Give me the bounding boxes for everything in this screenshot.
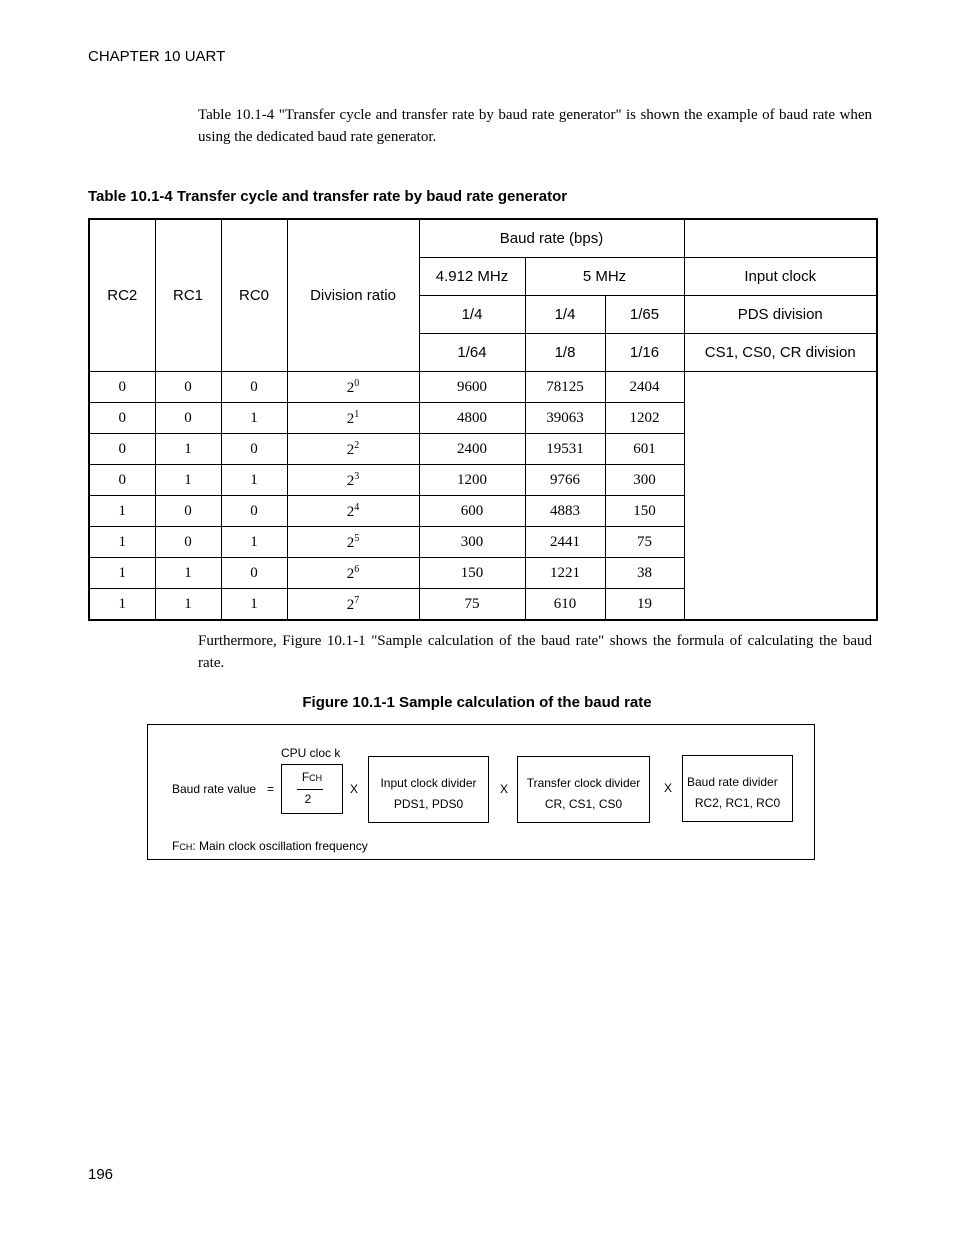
header-rc2: RC2: [89, 219, 155, 372]
footnote-text: : Main clock oscillation frequency: [192, 839, 368, 853]
cell-division: [287, 589, 419, 621]
cell-rc0: 1: [221, 589, 287, 621]
figure-intro-paragraph: Furthermore, Figure 10.1-1 "Sample calculation of the baud rate" shows the formula of calculating the baud rate.: [198, 633, 872, 671]
division-exponent: 1: [354, 408, 360, 420]
header-pds-division: PDS division: [684, 296, 877, 334]
cell-rate-5-a: 610: [525, 589, 605, 621]
header-pds-a: 1/4: [419, 296, 525, 334]
transfer-divider-title: Transfer clock divider: [526, 776, 641, 790]
header-input-clock: Input clock: [684, 258, 877, 296]
cell-rc0: 1: [221, 527, 287, 558]
baud-rate-value-label: Baud rate value: [172, 782, 257, 796]
input-clock-blank: [684, 372, 877, 621]
division-base: 2: [346, 596, 355, 613]
fch-ch: CH: [309, 773, 323, 783]
cell-rate-5-a: 1221: [525, 558, 605, 589]
cell-rc2: 1: [89, 496, 155, 527]
multiply-sign-3: X: [664, 781, 673, 795]
cell-rc0: 0: [221, 434, 287, 465]
cell-rate-5-a: 39063: [525, 403, 605, 434]
input-divider-bits: PDS1, PDS0: [393, 797, 464, 811]
cell-rc0: 1: [221, 403, 287, 434]
cell-rate-5-b: 300: [605, 465, 684, 496]
division-exponent: 2: [354, 439, 360, 451]
header-cs-b: 1/8: [525, 334, 605, 372]
footnote-f: F: [172, 839, 180, 853]
fch-footnote: [172, 839, 368, 853]
table-title: Table 10.1-4 Transfer cycle and transfer rate by baud rate generator: [88, 188, 568, 205]
cell-rc2: 1: [89, 558, 155, 589]
cell-rc2: 0: [89, 372, 155, 403]
cell-rate-5-a: 9766: [525, 465, 605, 496]
cell-rate-5-b: 19: [605, 589, 684, 621]
cell-rc0: 0: [221, 558, 287, 589]
cell-rate-5-b: 38: [605, 558, 684, 589]
cell-rate-5-b: 601: [605, 434, 684, 465]
cell-rc0: 0: [221, 372, 287, 403]
intro-paragraph: Table 10.1-4 "Transfer cycle and transfer rate by baud rate generator" is shown the example of baud rate when using the dedicated baud rate generator.: [198, 107, 872, 145]
cell-rc1: 1: [155, 465, 221, 496]
cell-rc1: 0: [155, 527, 221, 558]
cell-rate-5-a: 2441: [525, 527, 605, 558]
cell-division: [287, 465, 419, 496]
transfer-divider-bits: CR, CS1, CS0: [544, 797, 623, 811]
division-base: 2: [346, 472, 355, 489]
fch-numerator: [282, 770, 342, 784]
cpu-clock-label: CPU cloc k: [281, 746, 341, 760]
division-exponent: 4: [354, 501, 360, 513]
cell-rate-4912: 150: [419, 558, 525, 589]
cell-rate-5-a: 78125: [525, 372, 605, 403]
cell-rate-4912: 600: [419, 496, 525, 527]
cell-division: [287, 496, 419, 527]
header-cs-c: 1/16: [605, 334, 684, 372]
cell-rc2: 0: [89, 434, 155, 465]
division-base: 2: [346, 565, 355, 582]
header-rc1: RC1: [155, 219, 221, 372]
cell-rate-4912: 75: [419, 589, 525, 621]
cell-division: [287, 434, 419, 465]
division-base: 2: [346, 441, 355, 458]
cell-rc2: 1: [89, 589, 155, 621]
division-exponent: 5: [354, 532, 360, 544]
division-base: 2: [346, 534, 355, 551]
input-divider-title: Input clock divider: [380, 776, 477, 790]
cell-rc1: 1: [155, 589, 221, 621]
header-cs-a: 1/64: [419, 334, 525, 372]
cell-rate-5-b: 1202: [605, 403, 684, 434]
cell-rate-4912: 4800: [419, 403, 525, 434]
chapter-header: CHAPTER 10 UART: [88, 48, 226, 65]
equals-sign: =: [267, 782, 275, 796]
header-pds-c: 1/65: [605, 296, 684, 334]
header-baud-rate: Baud rate (bps): [419, 219, 684, 258]
cell-division: [287, 558, 419, 589]
cell-rate-5-b: 75: [605, 527, 684, 558]
table-row: [89, 372, 877, 403]
cell-rc2: 1: [89, 527, 155, 558]
footnote-ch: CH: [179, 842, 193, 852]
header-division-ratio: Division ratio: [287, 219, 419, 372]
transfer-clock-divider-box: [517, 756, 650, 823]
fraction-bar: [297, 789, 323, 790]
header-4912mhz: 4.912 MHz: [419, 258, 525, 296]
cell-rc2: 0: [89, 403, 155, 434]
cell-rate-5-a: 4883: [525, 496, 605, 527]
cell-rc1: 0: [155, 496, 221, 527]
cell-rate-5-b: 150: [605, 496, 684, 527]
division-exponent: 3: [354, 470, 360, 482]
fch-fraction-box: [281, 764, 343, 814]
baud-divider-title: Baud rate divider: [687, 775, 778, 789]
cell-rc1: 0: [155, 403, 221, 434]
cell-division: [287, 372, 419, 403]
cell-rc0: 0: [221, 496, 287, 527]
division-base: 2: [346, 503, 355, 520]
multiply-sign-2: X: [500, 782, 509, 796]
multiply-sign-1: X: [350, 782, 359, 796]
header-cs-division: CS1, CS0, CR division: [684, 334, 877, 372]
cell-rate-4912: 1200: [419, 465, 525, 496]
cell-rc1: 1: [155, 558, 221, 589]
header-pds-b: 1/4: [525, 296, 605, 334]
cell-division: [287, 527, 419, 558]
division-exponent: 0: [354, 377, 360, 389]
division-exponent: 6: [354, 563, 360, 575]
header-rc0: RC0: [221, 219, 287, 372]
baud-rate-divider-box: [682, 755, 793, 822]
cell-division: [287, 403, 419, 434]
cell-rate-4912: 2400: [419, 434, 525, 465]
division-exponent: 7: [354, 594, 360, 606]
page-number: 196: [88, 1166, 114, 1183]
fch-f: F: [301, 770, 310, 784]
baud-rate-formula-figure: [147, 724, 815, 860]
input-clock-divider-box: [368, 756, 489, 823]
fch-denominator: 2: [304, 792, 312, 806]
header-blank: [684, 219, 877, 258]
cell-rc0: 1: [221, 465, 287, 496]
baud-divider-bits: RC2, RC1, RC0: [694, 796, 781, 810]
cell-rc1: 1: [155, 434, 221, 465]
cell-rc2: 0: [89, 465, 155, 496]
baud-rate-table: [88, 218, 878, 621]
division-base: 2: [346, 379, 355, 396]
cell-rate-4912: 300: [419, 527, 525, 558]
cell-rate-5-a: 19531: [525, 434, 605, 465]
division-base: 2: [346, 410, 355, 427]
cell-rc1: 0: [155, 372, 221, 403]
cell-rate-5-b: 2404: [605, 372, 684, 403]
figure-title: Figure 10.1-1 Sample calculation of the baud rate: [302, 694, 652, 711]
header-5mhz: 5 MHz: [525, 258, 684, 296]
cell-rate-4912: 9600: [419, 372, 525, 403]
